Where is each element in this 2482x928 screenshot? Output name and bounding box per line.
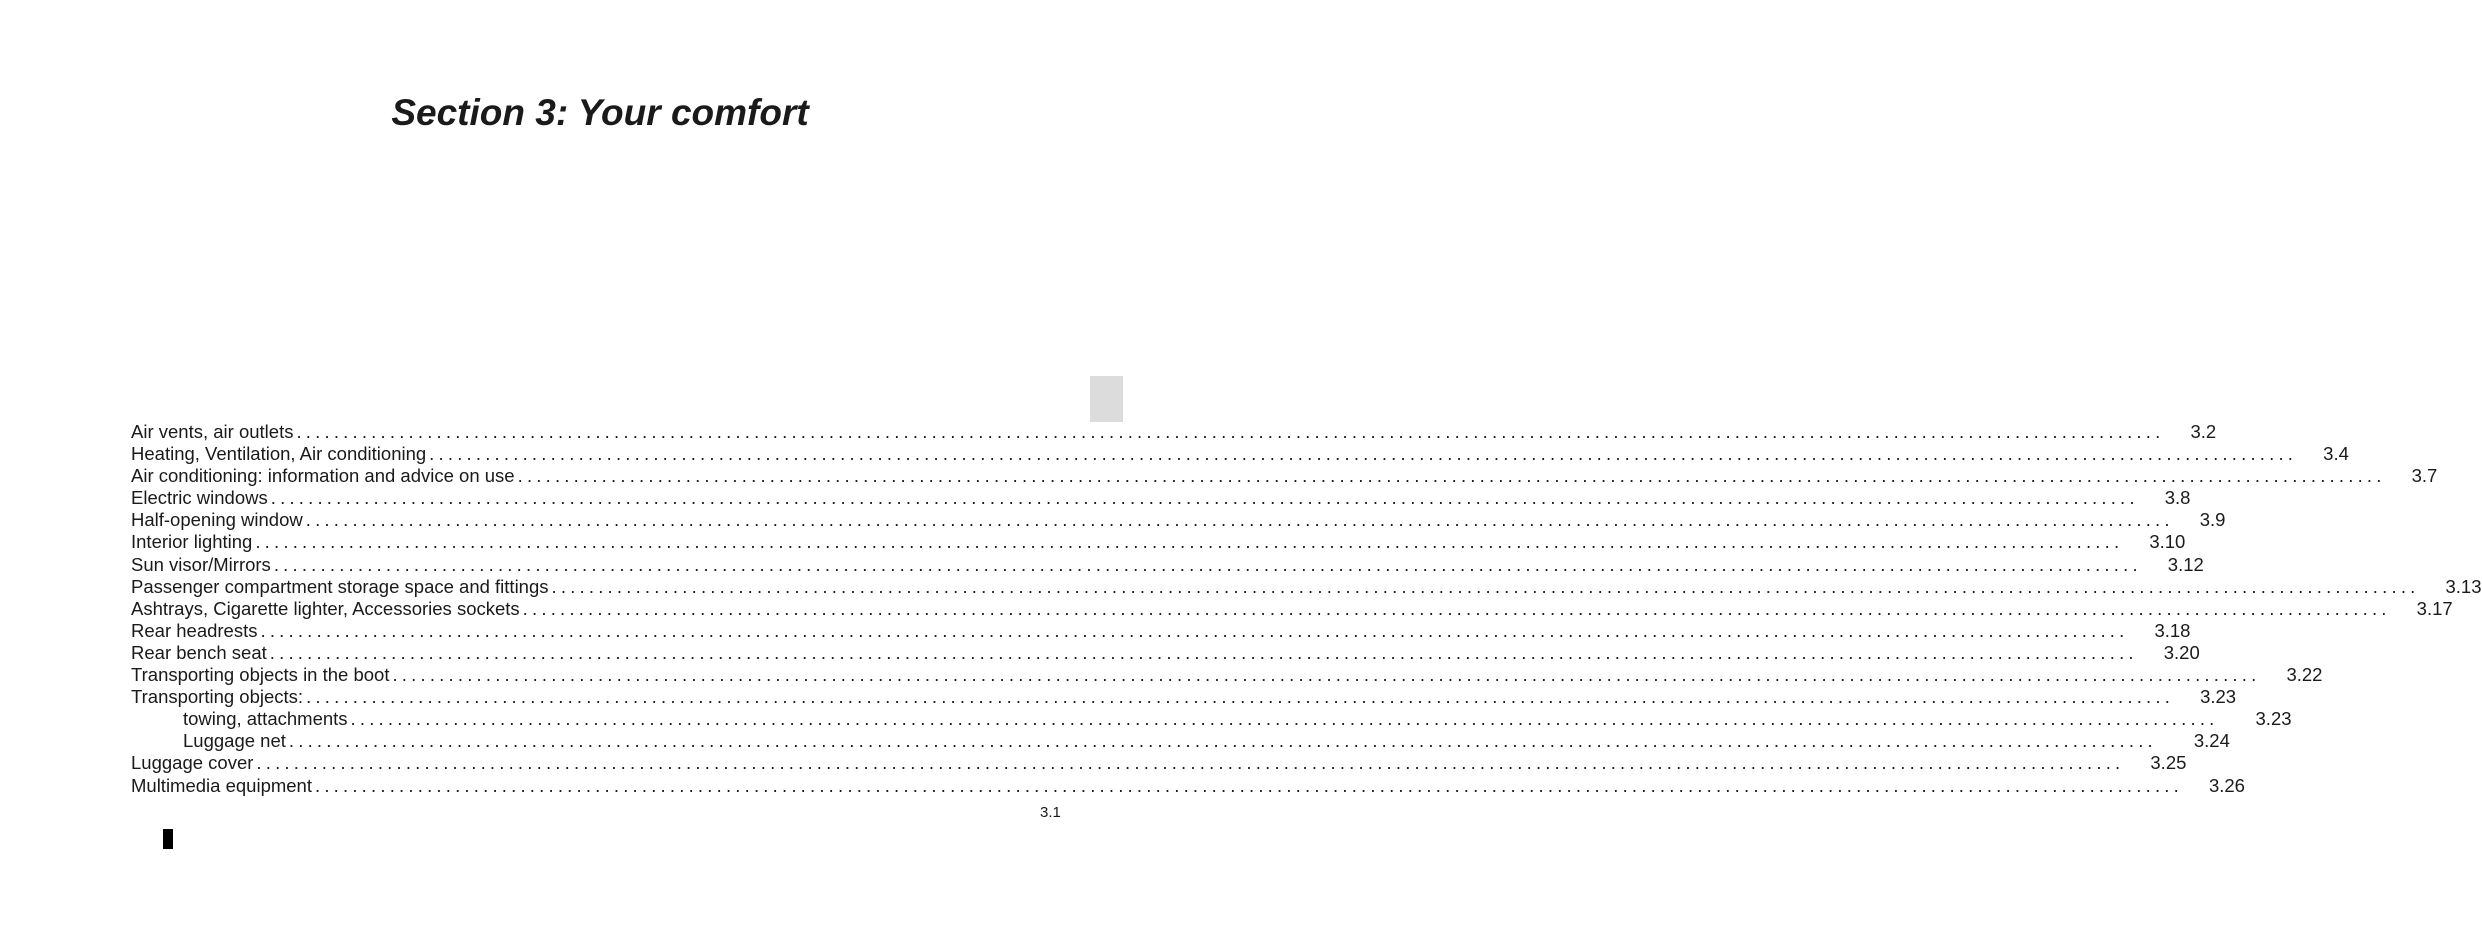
toc-entry[interactable] — [131, 730, 2230, 752]
toc-entry-label: Electric windows — [131, 487, 268, 509]
toc-entry-label: Rear headrests — [131, 619, 258, 641]
toc-entry[interactable] — [131, 443, 2349, 465]
dot-leader: ........................................................................................................................................................................................................ — [256, 752, 2125, 774]
toc-entry[interactable] — [131, 553, 2204, 576]
toc-entry[interactable] — [131, 774, 2245, 797]
dot-leader: ........................................................................................................................................................................................................ — [305, 509, 2174, 531]
dot-leader: ........................................................................................................................................................................................................ — [260, 619, 2129, 641]
dot-leader: ........................................................................................................................................................................................................ — [296, 421, 2165, 442]
toc-entry-page: 3.7 — [2411, 465, 2438, 487]
section-title: Section 3: Your comfort — [391, 92, 809, 133]
toc-entry-page: 3.12 — [2167, 553, 2204, 575]
toc-entry-page: 3.8 — [2164, 487, 2191, 509]
dot-leader: ........................................................................................................................................................................................................ — [551, 575, 2420, 597]
toc-entry-page: 3.13 — [2445, 575, 2482, 597]
print-marker — [163, 829, 173, 849]
dot-leader: ........................................................................................................................................................................................................ — [517, 465, 2386, 487]
toc-entry-page: 3.2 — [2190, 421, 2217, 442]
toc-entry-label: Heating, Ventilation, Air conditioning — [131, 443, 427, 465]
dot-leader: ........................................................................................................................................................................................................ — [429, 443, 2298, 465]
toc-entry-label: Luggage cover — [131, 752, 254, 774]
toc-entry[interactable] — [131, 664, 2323, 686]
toc-entry-page: 3.25 — [2150, 752, 2187, 774]
dot-leader: ........................................................................................................................................................................................................ — [522, 597, 2391, 619]
toc-entry-label: Interior lighting — [131, 531, 253, 553]
toc-entry[interactable] — [131, 619, 2191, 642]
toc-entry-page: 3.17 — [2416, 597, 2453, 619]
toc-entry[interactable] — [131, 597, 2453, 620]
toc-entry-page: 3.9 — [2199, 509, 2226, 531]
toc-entry-label: Air vents, air outlets — [131, 421, 294, 442]
toc-entry-label: Sun visor/Mirrors — [131, 553, 271, 575]
dot-leader: ........................................................................................................................................................................................................ — [314, 774, 2183, 796]
toc-entry[interactable] — [131, 708, 2292, 730]
toc-entry-label: Transporting objects in the boot — [131, 664, 390, 686]
toc-entry[interactable] — [131, 752, 2187, 774]
dot-leader: ........................................................................................................................................................................................................ — [288, 730, 2157, 752]
toc-entry-page: 3.26 — [2208, 774, 2245, 796]
toc-entry[interactable] — [131, 575, 2482, 598]
toc-entry-page: 3.24 — [2193, 730, 2230, 752]
toc-entry-label: Luggage net — [183, 730, 286, 752]
toc-entry-page: 3.20 — [2163, 641, 2200, 663]
toc-entry-label: Half-opening window — [131, 509, 303, 531]
toc-entry-page: 3.23 — [2200, 686, 2237, 708]
toc-entry-page: 3.22 — [2286, 664, 2323, 686]
section-tab — [1090, 376, 1123, 422]
toc-entry[interactable] — [131, 686, 2237, 708]
dot-leader: ........................................................................................................................................................................................................ — [273, 553, 2142, 575]
toc-entry[interactable] — [131, 531, 2186, 553]
toc-entry-page: 3.4 — [2323, 443, 2349, 465]
toc-entry-label: Ashtrays, Cigarette lighter, Accessories sockets — [131, 597, 520, 619]
table-of-contents — [131, 421, 2482, 797]
toc-entry-label: Passenger compartment storage space and fittings — [131, 575, 549, 597]
toc-entry-label: Transporting objects: — [131, 686, 304, 708]
toc-entry[interactable] — [131, 465, 2438, 487]
toc-entry-page: 3.10 — [2149, 531, 2186, 553]
toc-entry[interactable] — [131, 641, 2200, 664]
toc-entry-page: 3.18 — [2154, 619, 2191, 641]
toc-entry-page: 3.23 — [2255, 708, 2292, 730]
toc-entry-label: Air conditioning: information and advice on use — [131, 465, 515, 487]
page-number: 3.1 — [1040, 804, 1061, 821]
toc-entry-label: towing, attachments — [183, 708, 348, 730]
toc-entry[interactable] — [131, 509, 2226, 531]
toc-entry-label: Rear bench seat — [131, 641, 267, 663]
dot-leader: ........................................................................................................................................................................................................ — [255, 531, 2124, 553]
dot-leader: ........................................................................................................................................................................................................ — [350, 708, 2219, 730]
toc-entry[interactable] — [131, 487, 2191, 509]
toc-entry-label: Multimedia equipment — [131, 774, 312, 796]
toc-entry[interactable] — [131, 421, 2217, 443]
dot-leader: ........................................................................................................................................................................................................ — [270, 487, 2139, 509]
dot-leader: ........................................................................................................................................................................................................ — [306, 686, 2175, 708]
dot-leader: ........................................................................................................................................................................................................ — [269, 641, 2138, 663]
dot-leader: ........................................................................................................................................................................................................ — [392, 664, 2261, 686]
